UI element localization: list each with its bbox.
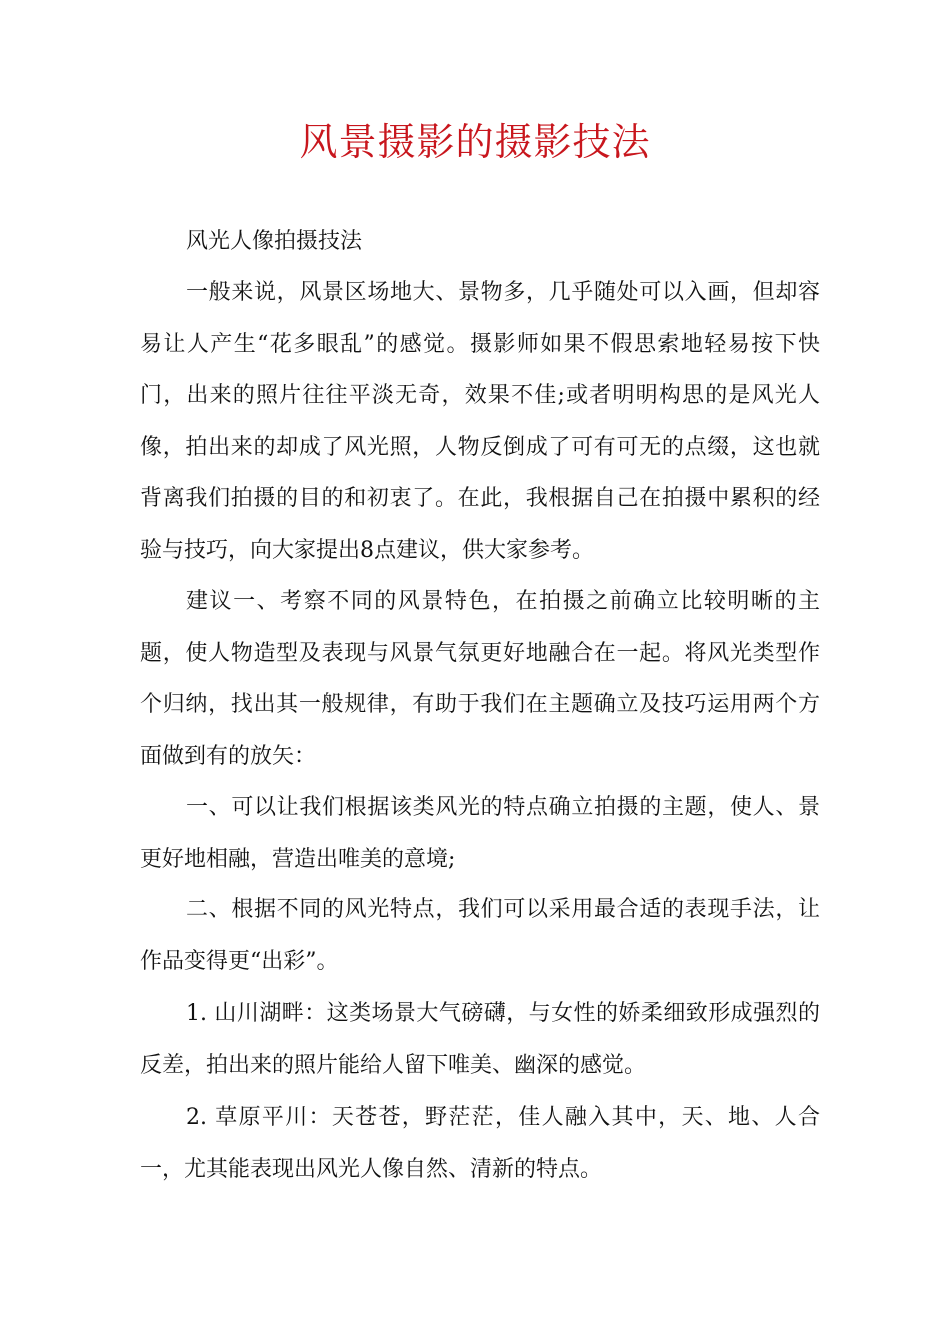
document-title: 风景摄影的摄影技法 <box>299 120 651 164</box>
section-heading: 风光人像拍摄技法 <box>186 229 363 254</box>
point-two-paragraph: 二、根据不同的风光特点，我们可以采用最合适的表现手法，让作品变得更“出彩”。 <box>140 897 820 974</box>
list-item-grasslands: 2. 草原平川：天苍苍，野茫茫，佳人融入其中，天、地、人合一，尤其能表现出风光人像自然、清新的特点。 <box>140 1105 820 1182</box>
intro-paragraph: 一般来说，风景区场地大、景物多，几乎随处可以入画，但却容易让人产生“花多眼乱”的感觉。摄影师如果不假思索地轻易按下快门，出来的照片往往平淡无奇，效果不佳;或者明明构思的是风光人像，拍出来的却成了风光照，人物反倒成了可有可无的点缀，这也就背离我们拍摄的目的和初衷了。在此，我根据自己在拍摄中累积的经验与技巧，向大家提出8点建议，供大家参考。 <box>140 280 820 563</box>
list-item-mountains-lakes: 1. 山川湖畔：这类场景大气磅礴，与女性的娇柔细致形成强烈的反差，拍出来的照片能给人留下唯美、幽深的感觉。 <box>140 1001 820 1078</box>
suggestion-one-paragraph: 建议一、考察不同的风景特色，在拍摄之前确立比较明晰的主题，使人物造型及表现与风景气氛更好地融合在一起。将风光类型作个归纳，找出其一般规律，有助于我们在主题确立及技巧运用两个方面做到有的放矢： <box>140 589 820 769</box>
point-one-paragraph: 一、可以让我们根据该类风光的特点确立拍摄的主题，使人、景更好地相融，营造出唯美的意境; <box>140 795 820 872</box>
